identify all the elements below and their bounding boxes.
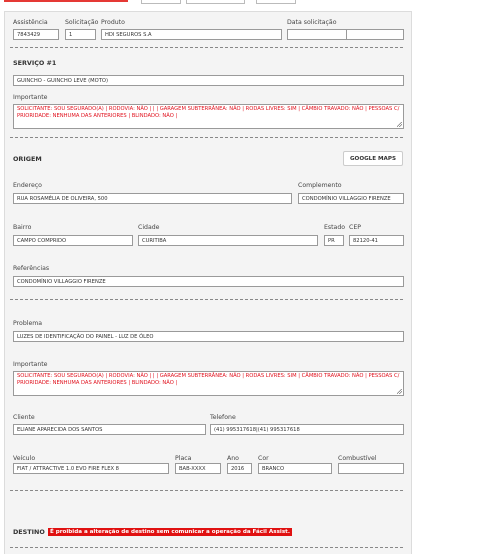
produto-label: Produto <box>101 19 125 26</box>
cliente-field[interactable]: ELIANE APARECIDA DOS SANTOS <box>13 424 206 435</box>
complemento-label: Complemento <box>298 182 342 189</box>
divider <box>10 547 403 548</box>
assistencia-label: Assistência <box>13 19 48 26</box>
produto-field[interactable]: HDI SEGUROS S.A <box>101 29 282 40</box>
servico-importante-text: SOLICITANTE: SOU SEGURADO(A) | RODOVIA: NÃO | | | GARAGEM SUBTERRÂNEA: NÃO | RODAS LIVRES: SIM | CÂMBIO TRAVADO: NÃO | PESSOAS C/ PRIORIDADE: NENHUMA DAS ANTERIORES | BLINDADO: NÃO | <box>17 106 400 119</box>
resize-handle-icon[interactable] <box>397 389 402 394</box>
servico-importante-textarea[interactable] <box>13 104 404 129</box>
tab-3[interactable] <box>186 0 245 4</box>
cliente-label: Cliente <box>13 414 35 421</box>
telefone-label: Telefone <box>210 414 236 421</box>
origem-title: ORIGEM <box>13 155 42 163</box>
placa-field[interactable]: BAB-XXXX <box>175 463 221 474</box>
cidade-label: Cidade <box>138 224 160 231</box>
endereco-field[interactable]: RUA ROSAMÉLIA DE OLIVEIRA, 500 <box>13 193 292 204</box>
problema-importante-label: Importante <box>13 361 48 368</box>
problema-importante-textarea[interactable] <box>13 371 404 396</box>
google-maps-button[interactable]: GOOGLE MAPS <box>343 151 403 166</box>
destino-title: DESTINO <box>13 528 45 536</box>
resize-handle-icon[interactable] <box>397 122 402 127</box>
ano-field[interactable]: 2016 <box>227 463 252 474</box>
solicitacao-field[interactable]: 1 <box>65 29 96 40</box>
divider <box>10 299 403 300</box>
tab-4[interactable] <box>256 0 296 4</box>
data-solicitacao-label: Data solicitação <box>287 19 337 26</box>
problema-label: Problema <box>13 320 43 327</box>
telefone-field[interactable]: (41) 995317618|(41) 995317618 <box>210 424 404 435</box>
referencias-field[interactable]: CONDOMÍNIO VILLAGGIO FIRENZE <box>13 276 404 287</box>
active-tab-indicator[interactable] <box>4 0 128 2</box>
veiculo-label: Veículo <box>13 455 36 462</box>
combustivel-field[interactable] <box>338 463 404 474</box>
tab-2[interactable] <box>141 0 181 4</box>
veiculo-field[interactable]: FIAT / ATTRACTIVE 1.0 EVO FIRE FLEX 8 <box>13 463 169 474</box>
hora-solicitacao-field[interactable] <box>346 29 404 40</box>
combustivel-label: Combustível <box>338 455 377 462</box>
cor-label: Cor <box>258 455 269 462</box>
solicitacao-label: Solicitação <box>65 19 99 26</box>
destino-warning-badge: É proibida a alteração de destino sem comunicar a operação da Fácil Assist. <box>50 529 290 535</box>
bairro-field[interactable]: CAMPO COMPRIDO <box>13 235 133 246</box>
servico-title: SERVIÇO #1 <box>13 59 57 67</box>
divider <box>10 47 403 48</box>
top-tab-strip <box>0 0 483 4</box>
estado-label: Estado <box>324 224 346 231</box>
cidade-field[interactable]: CURITIBA <box>138 235 318 246</box>
placa-label: Placa <box>175 455 192 462</box>
bairro-label: Bairro <box>13 224 32 231</box>
cep-label: CEP <box>349 224 361 231</box>
assistencia-field[interactable]: 7843429 <box>13 29 59 40</box>
ano-label: Ano <box>227 455 239 462</box>
servico-field[interactable]: GUINCHO - GUINCHO LEVE (MOTO) <box>13 75 404 86</box>
servico-importante-label: Importante <box>13 94 48 101</box>
divider <box>10 137 403 138</box>
data-solicitacao-field[interactable] <box>287 29 347 40</box>
estado-field[interactable]: PR <box>324 235 344 246</box>
referencias-label: Referências <box>13 265 50 272</box>
endereco-label: Endereço <box>13 182 42 189</box>
cor-field[interactable]: BRANCO <box>258 463 332 474</box>
divider <box>10 490 403 491</box>
cep-field[interactable]: 82120-41 <box>349 235 404 246</box>
problema-importante-text: SOLICITANTE: SOU SEGURADO(A) | RODOVIA: NÃO | | | GARAGEM SUBTERRÂNEA: NÃO | RODAS LIVRES: SIM | CÂMBIO TRAVADO: NÃO | PESSOAS C/ PRIORIDADE: NENHUMA DAS ANTERIORES | BLINDADO: NÃO | <box>17 373 400 386</box>
complemento-field[interactable]: CONDOMÍNIO VILLAGGIO FIRENZE <box>298 193 404 204</box>
problema-field[interactable]: LUZES DE IDENTIFICAÇÃO DO PAINEL - LUZ DE ÓLEO <box>13 331 404 342</box>
